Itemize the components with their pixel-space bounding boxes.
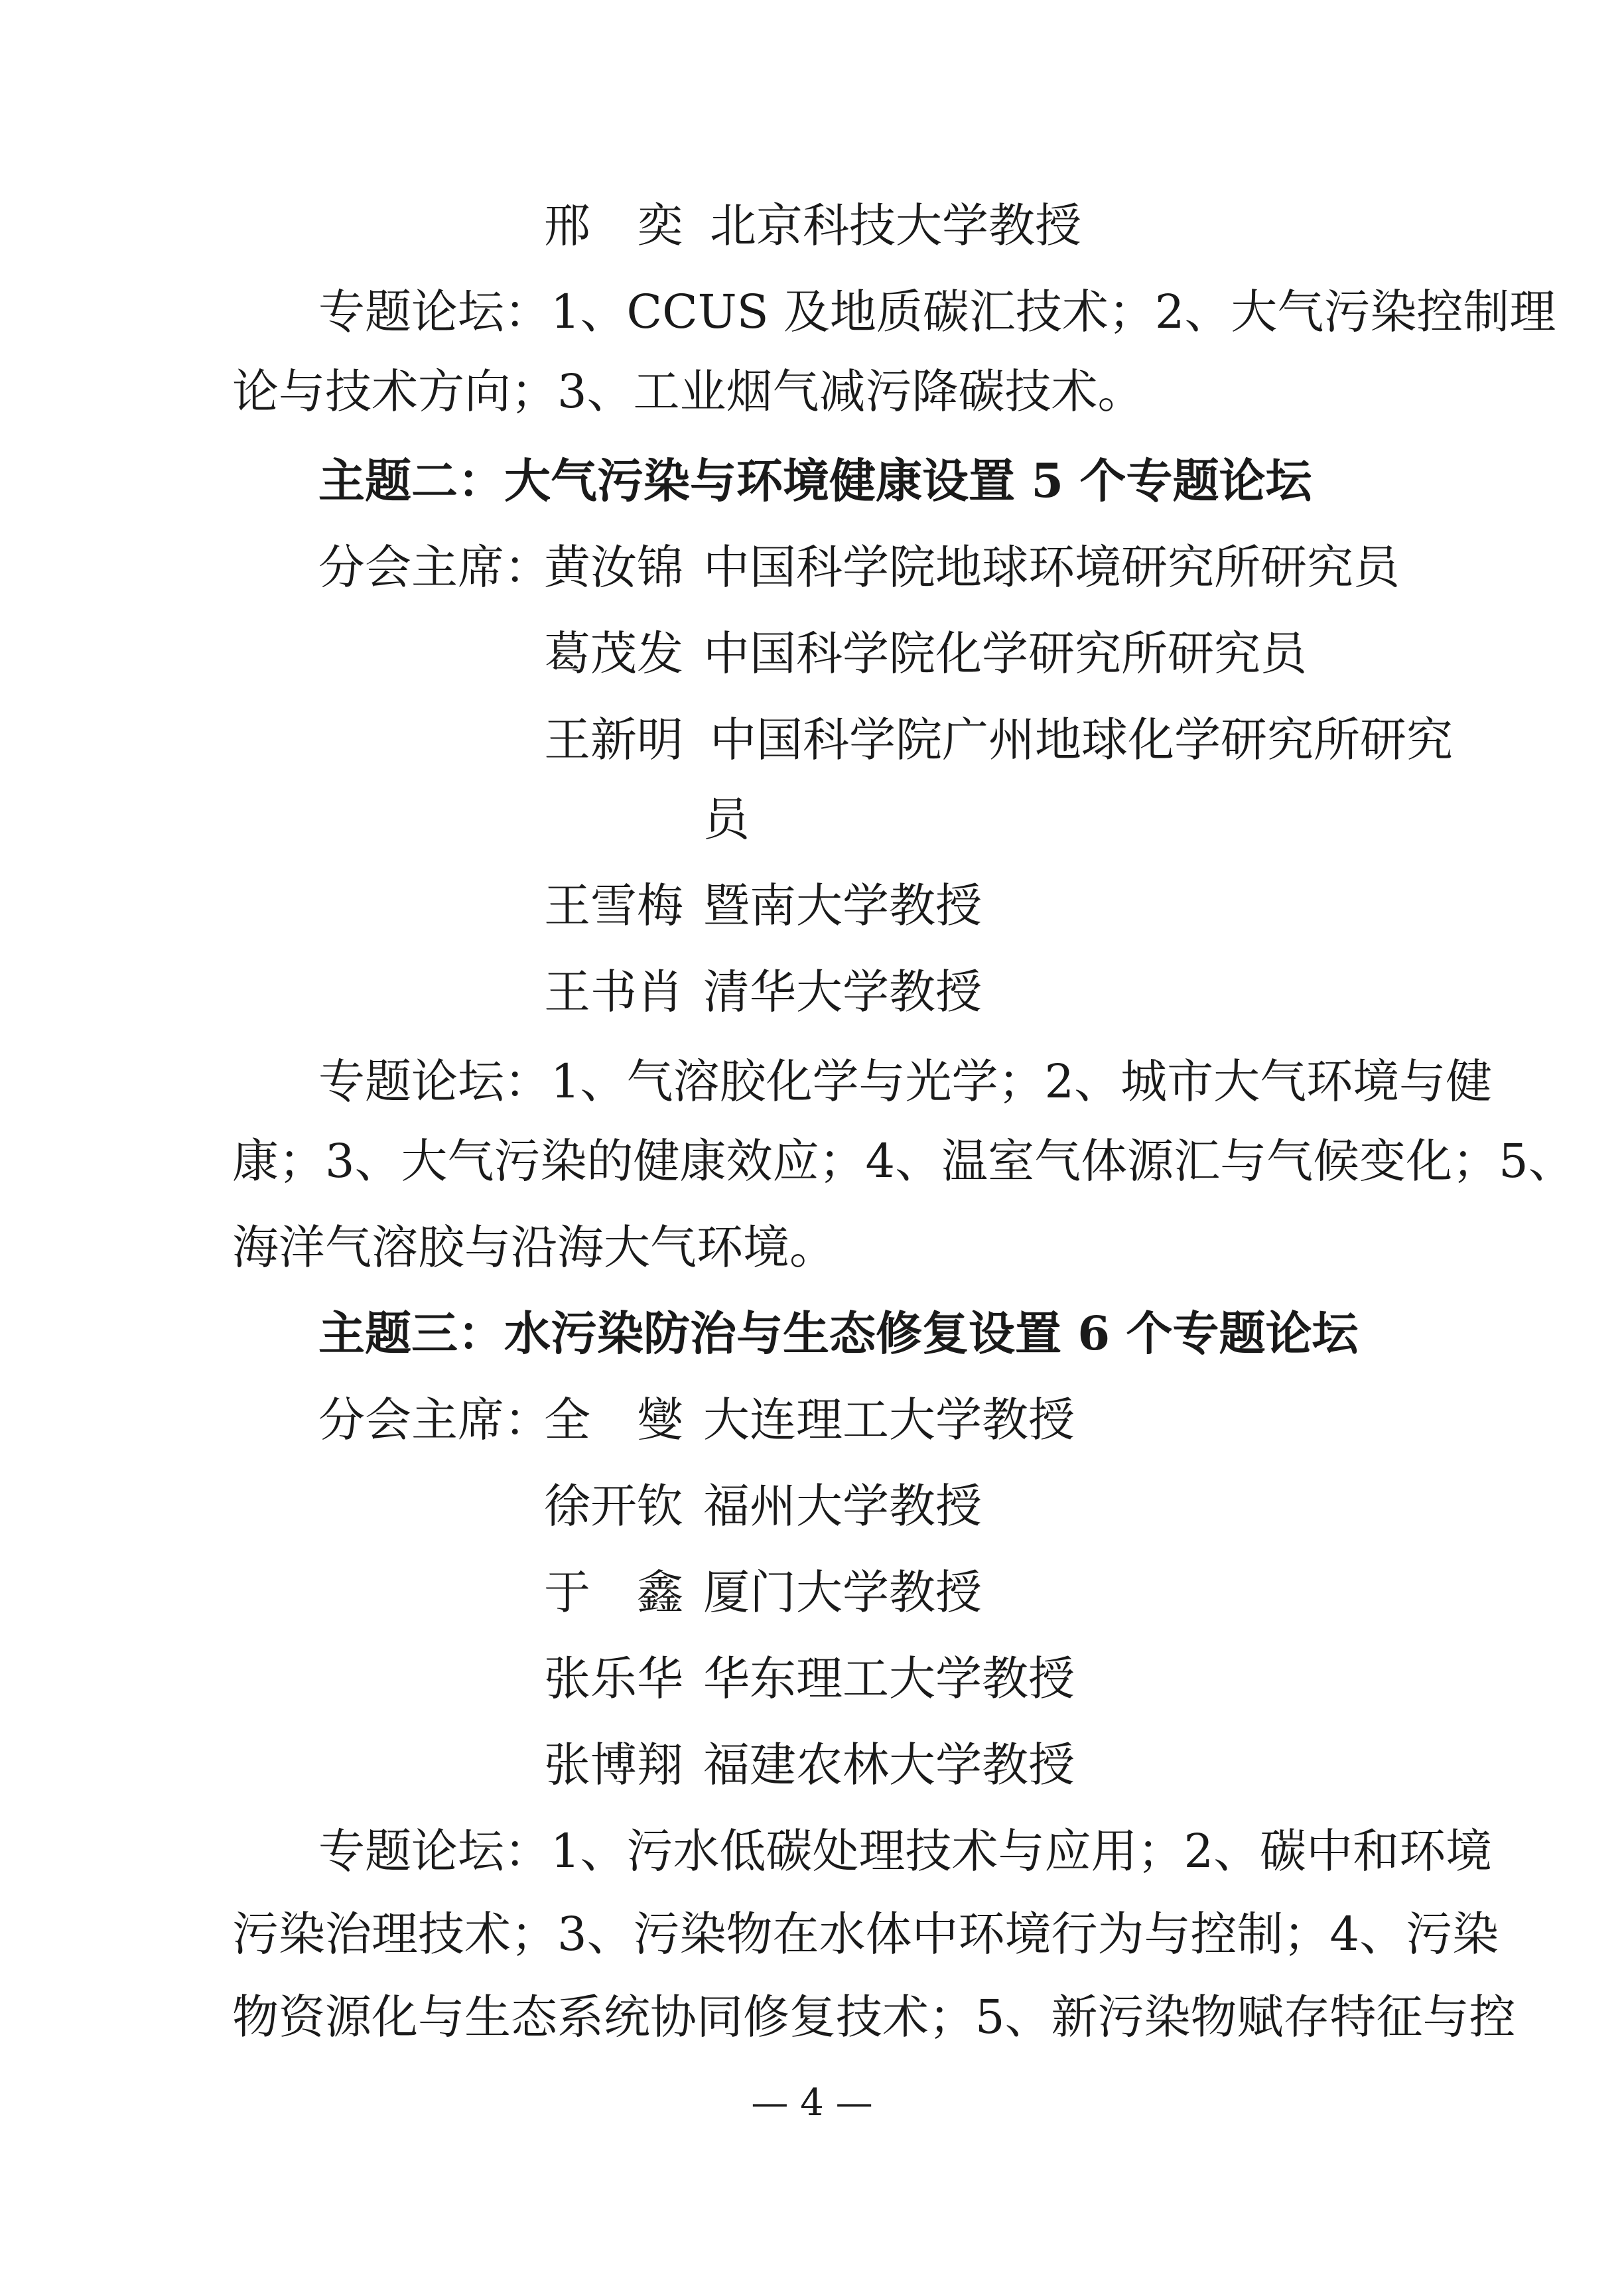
chair-name: 张乐华: [544, 1651, 683, 1706]
chair-affiliation: 厦门大学教授: [703, 1565, 982, 1620]
chair-affiliation: 清华大学教授: [703, 965, 982, 1019]
forum-list-line: 论与技术方向；3、工业烟气减污降碳技术。: [232, 364, 1144, 419]
chair-affiliation: 福州大学教授: [703, 1479, 982, 1533]
chair-affiliation: 中国科学院地球环境研究所研究员: [703, 540, 1400, 594]
theme-heading: 主题二：大气污染与环境健康设置 5 个专题论坛: [318, 453, 1312, 508]
forum-list-line: 专题论坛：1、污水低碳处理技术与应用；2、碳中和环境: [318, 1824, 1493, 1878]
chair-name: 全 燮: [544, 1393, 683, 1447]
chair-affiliation: 华东理工大学教授: [703, 1651, 1075, 1706]
forum-list-line: 海洋气溶胶与沿海大气环境。: [232, 1220, 836, 1275]
chair-affiliation-continued: 员: [703, 792, 750, 847]
chair-label: 分会主席：: [318, 540, 551, 594]
chair-affiliation: 中国科学院广州地球化学研究所研究: [710, 713, 1453, 767]
forum-list-line: 污染治理技术；3、污染物在水体中环境行为与控制；4、污染: [232, 1907, 1499, 1961]
chair-affiliation: 福建农林大学教授: [703, 1738, 1075, 1792]
forum-list-line: 物资源化与生态系统协同修复技术；5、新污染物赋存特征与控: [232, 1990, 1516, 2044]
chair-affiliation: 大连理工大学教授: [703, 1393, 1075, 1447]
chair-name: 王书肖: [544, 965, 683, 1019]
chair-label: 分会主席：: [318, 1393, 551, 1447]
page-number: — 4 —: [751, 2081, 873, 2124]
forum-list-line: 专题论坛：1、CCUS 及地质碳汇技术；2、大气污染控制理: [318, 285, 1556, 339]
forum-list-line: 康；3、大气污染的健康效应；4、温室气体源汇与气候变化；5、: [232, 1134, 1575, 1188]
chair-name: 王新明: [544, 713, 683, 767]
chair-name: 邢 奕: [544, 198, 683, 253]
forum-list-line: 专题论坛：1、气溶胶化学与光学；2、城市大气环境与健: [318, 1054, 1493, 1109]
chair-affiliation: 暨南大学教授: [703, 878, 982, 933]
chair-affiliation: 北京科技大学教授: [710, 198, 1081, 253]
chair-name: 于 鑫: [544, 1565, 683, 1620]
chair-affiliation: 中国科学院化学研究所研究员: [703, 626, 1307, 681]
chair-name: 张博翔: [544, 1738, 683, 1792]
chair-name: 徐开钦: [544, 1479, 683, 1533]
theme-heading: 主题三：水污染防治与生态修复设置 6 个专题论坛: [318, 1306, 1359, 1361]
chair-name: 葛茂发: [544, 626, 683, 681]
chair-name: 黄汝锦: [544, 540, 683, 594]
chair-name: 王雪梅: [544, 878, 683, 933]
